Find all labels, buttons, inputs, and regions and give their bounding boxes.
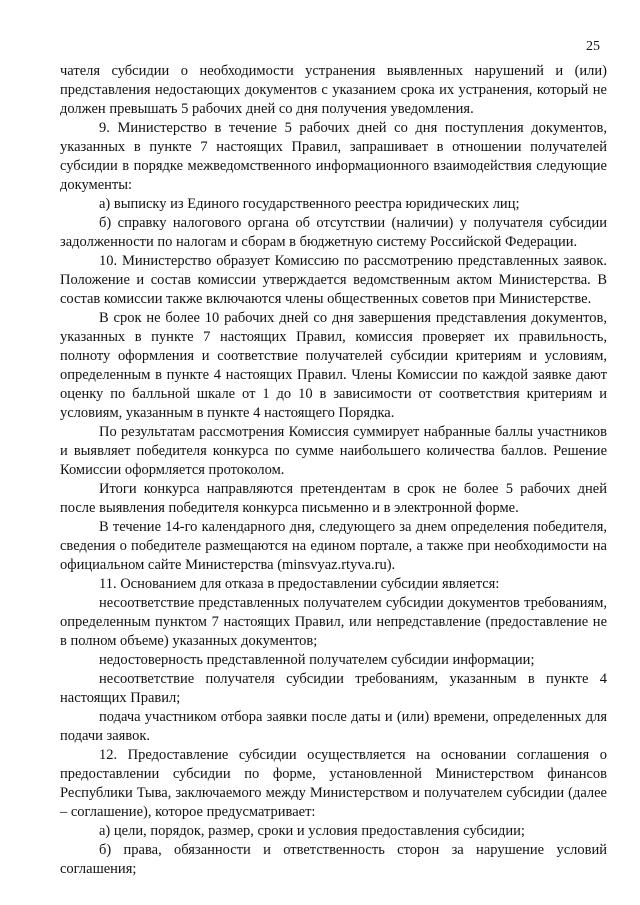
paragraph-refusal-reason-1: несоответствие представленных получателем субсидии документов требованиям, определенным пунктом 7 настоящих Правил, или непредставление (предоставление не в полном объеме) указанных документов; [60, 595, 607, 649]
paragraph-refusal-reason-2: недостоверность представленной получателем субсидии информации; [99, 652, 535, 668]
paragraph-contest-results: Итоги конкурса направляются претендентам в срок не более 5 рабочих дней после выявления победителя конкурса письменно и в электронной форме. [60, 481, 607, 516]
paragraph-continuation: чателя субсидии о необходимости устранения выявленных нарушений и (или) представления недостающих документов с указанием срока их устранения, который не должен превышать 5 рабочих дней со дня получения уведомления. [60, 63, 607, 117]
paragraph-subitem-b: б) справку налогового органа об отсутствии (наличии) у получателя субсидии задолженности по налогам и сборам в бюджетную систему Российской Федерации. [60, 215, 607, 250]
paragraph-review-term: В срок не более 10 рабочих дней со дня завершения представления документов, указанных в пункте 7 настоящих Правил, комиссия проверяет их правильность, полноту оформления и соответствие получателей субсидии критериям и условиям, определенным в пункте 4 настоящих Правил. Члены Комиссии по каждой заявке дают оценку по балльной шкале от 1 до 10 в зависимости от соответствия критериям и условиям, указанным в пункте 4 настоящего Порядка. [60, 310, 607, 421]
paragraph-refusal-reason-4: подача участником отбора заявки после даты и (или) времени, определенных для подачи заявок. [60, 709, 607, 744]
paragraph-item-12: 12. Предоставление субсидии осуществляется на основании соглашения о предоставлении субсидии по форме, установленной Министерством финансов Республики Тыва, заключаемого между Министерством и получателем субсидии (далее – соглашение), которое предусматривает: [60, 747, 607, 820]
paragraph-agreement-b: б) права, обязанности и ответственность сторон за нарушение условий соглашения; [60, 842, 607, 877]
paragraph-agreement-a: а) цели, порядок, размер, сроки и условия предоставления субсидии; [99, 823, 525, 839]
paragraph-review-results: По результатам рассмотрения Комиссия суммирует набранные баллы участников и выявляет победителя конкурса по сумме наибольшего количества баллов. Решение Комиссии оформляется протоколом. [60, 424, 607, 478]
paragraph-item-11: 11. Основанием для отказа в предоставлении субсидии является: [99, 576, 500, 592]
paragraph-refusal-reason-3: несоответствие получателя субсидии требованиям, указанным в пункте 4 настоящих Правил; [60, 671, 607, 706]
document-body [60, 62, 607, 879]
page-number: 25 [586, 39, 600, 54]
paragraph-subitem-a: а) выписку из Единого государственного реестра юридических лиц; [99, 196, 520, 212]
paragraph-item-10: 10. Министерство образует Комиссию по рассмотрению представленных заявок. Положение и состав комиссии утверждается ведомственным актом Министерства. В состав комиссии также включаются члены общественных советов при Министерстве. [60, 253, 607, 307]
paragraph-item-9: 9. Министерство в течение 5 рабочих дней со дня поступления документов, указанных в пункте 7 настоящих Правил, запрашивает в отношении получателей субсидии в порядке межведомственного информационного взаимодействия следующие документы: [60, 120, 607, 193]
paragraph-winner-publication: В течение 14-го календарного дня, следующего за днем определения победителя, сведения о победителе размещаются на едином портале, а также при необходимости на официальном сайте Министерства (minsvyaz.rtyva.ru). [60, 519, 607, 573]
